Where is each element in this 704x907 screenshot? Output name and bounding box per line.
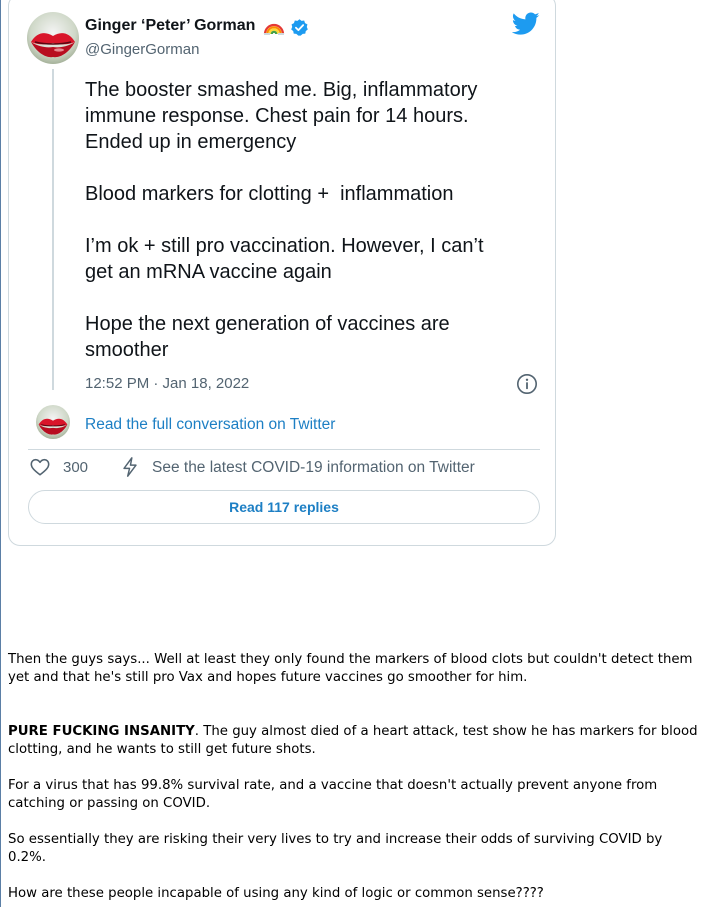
conversation-avatar[interactable]: [36, 405, 70, 439]
thread-connector-line: [52, 69, 54, 390]
author-avatar[interactable]: [27, 12, 79, 64]
embedded-tweet-card: [8, 0, 556, 546]
verified-icon: [290, 18, 309, 37]
page-left-border: [0, 0, 1, 907]
read-full-conversation-link[interactable]: Read the full conversation on Twitter: [85, 416, 336, 433]
rainbow-icon: [263, 18, 285, 36]
lips-avatar-icon: [27, 12, 79, 64]
post-paragraph-5: How are these people incapable of using any kind of logic or common sense????: [8, 886, 544, 901]
post-emphasis: PURE FUCKING INSANITY: [8, 724, 195, 739]
covid-info-link[interactable]: See the latest COVID-19 information on Twitter: [152, 459, 475, 476]
twitter-bird-icon[interactable]: [512, 12, 540, 36]
tweet-text: The booster smashed me. Big, inflammatory immune response. Chest pain for 14 hours. Ended up in emergency Blood markers for clotting + inflammation I’m ok + still pro vaccination. However, I can’t get an mRNA vaccine again Hope the next generation of vaccines are smoother: [85, 79, 484, 361]
post-paragraph-1: Then the guys says... Well at least they only found the markers of blood clots but couldn't detect them yet and that he's still pro Vax and hopes future vaccines go smoother for him.: [8, 652, 693, 685]
read-replies-button[interactable]: Read 117 replies: [28, 490, 540, 524]
like-count: 300: [63, 459, 89, 476]
tweet-timestamp[interactable]: 12:52 PM · Jan 18, 2022: [85, 375, 250, 392]
tweet-divider: [28, 449, 540, 450]
info-icon[interactable]: [516, 373, 538, 395]
bolt-icon: [119, 456, 141, 478]
post-body: [8, 651, 698, 903]
heart-icon[interactable]: [29, 456, 51, 478]
author-handle[interactable]: @GingerGorman: [85, 41, 200, 58]
post-paragraph-3: For a virus that has 99.8% survival rate, and a vaccine that doesn't actually prevent anyone from catching or passing on COVID.: [8, 778, 658, 811]
post-paragraph-2: [8, 723, 698, 759]
author-display-name[interactable]: Ginger ‘Peter’ Gorman: [85, 17, 256, 34]
lips-avatar-small-icon: [36, 405, 70, 439]
post-paragraph-4: So essentially they are risking their very lives to try and increase their odds of surviving COVID by 0.2%.: [8, 832, 663, 865]
post-paragraph-2-rest: . The guy almost died of a heart attack, test show he has markers for blood clotting, and he wants to still get future shots.: [8, 724, 698, 757]
